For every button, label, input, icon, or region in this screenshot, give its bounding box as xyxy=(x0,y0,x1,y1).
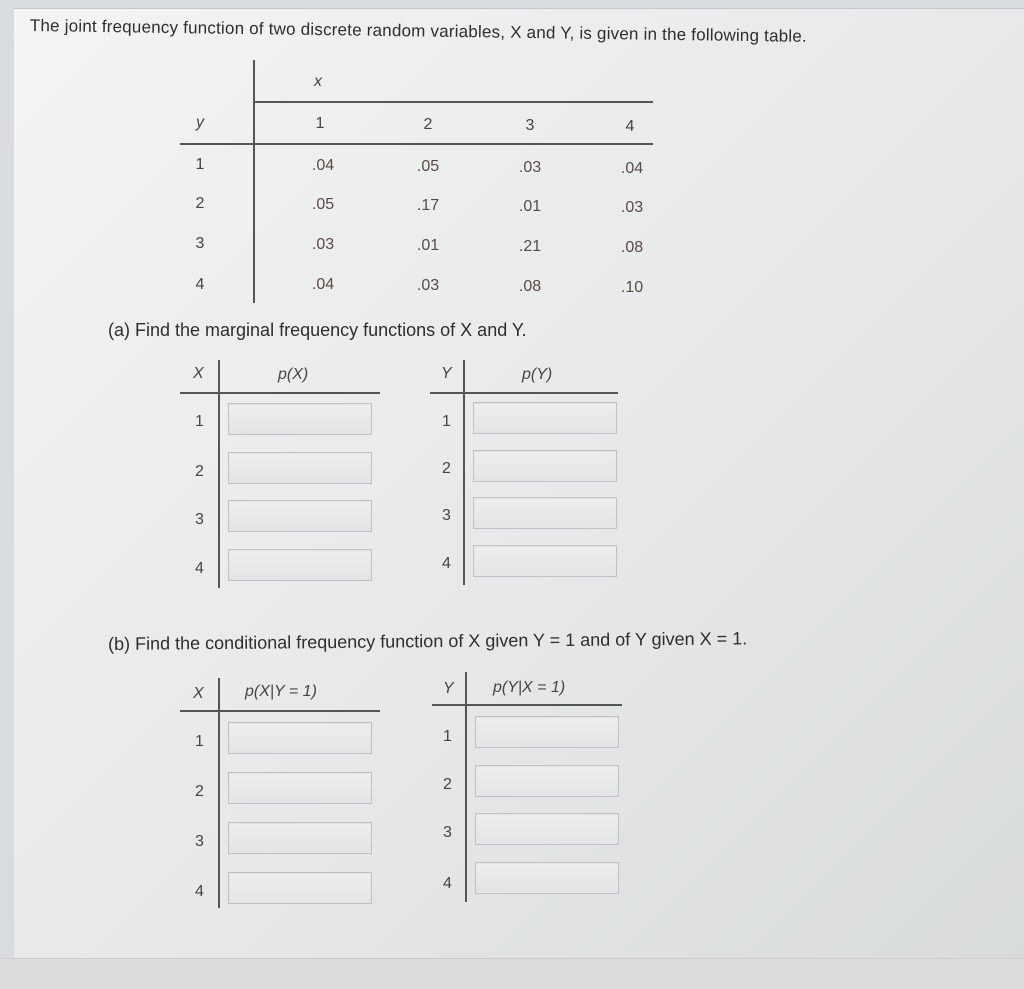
conditional-x-func-header: p(X|Y = 1) xyxy=(245,683,317,700)
table-cell: .03 xyxy=(620,199,644,216)
marginal-x-vertical-rule xyxy=(218,360,220,588)
x-value-1: 1 xyxy=(315,115,325,132)
conditional-x-row-1: 1 xyxy=(195,733,204,750)
marginal-x-header-rule xyxy=(180,392,380,394)
conditional-x-vertical-rule xyxy=(218,678,220,908)
conditional-x-row-4: 4 xyxy=(195,883,204,900)
marginal-x-row-1: 1 xyxy=(195,413,204,430)
p-y-given-x1-4-input[interactable] xyxy=(475,862,619,894)
table-cell: .21 xyxy=(518,238,542,255)
p-x-given-y1-1-input[interactable] xyxy=(228,722,372,754)
p-x-4-input[interactable] xyxy=(228,549,372,581)
table-cell: .03 xyxy=(518,159,542,176)
marginal-y-header-rule xyxy=(430,392,618,394)
table-cell: .04 xyxy=(620,160,644,177)
marginal-x-func-header: p(X) xyxy=(278,366,309,383)
conditional-y-row-4: 4 xyxy=(443,875,452,892)
table-cell: .17 xyxy=(416,197,440,214)
marginal-x-var-header: X xyxy=(193,365,204,382)
conditional-x-row-2: 2 xyxy=(195,783,204,800)
part-b-question: (b) Find the conditional frequency function of X given Y = 1 and of Y given X = 1. xyxy=(108,628,748,654)
marginal-y-row-4: 4 xyxy=(442,555,451,572)
conditional-x-var-header: X xyxy=(193,685,204,702)
p-y-given-x1-1-input[interactable] xyxy=(475,716,619,748)
p-x-3-input[interactable] xyxy=(228,500,372,532)
p-y-1-input[interactable] xyxy=(473,402,617,434)
p-x-1-input[interactable] xyxy=(228,403,372,435)
marginal-y-vertical-rule xyxy=(463,360,465,585)
p-y-2-input[interactable] xyxy=(473,450,617,482)
question-prompt: The joint frequency function of two discrete random variables, X and Y, is given in the following table. xyxy=(29,16,808,46)
conditional-y-func-header: p(Y|X = 1) xyxy=(493,679,566,696)
conditional-y-row-2: 2 xyxy=(443,776,452,793)
p-y-4-input[interactable] xyxy=(473,545,617,577)
p-y-given-x1-2-input[interactable] xyxy=(475,765,619,797)
p-x-given-y1-3-input[interactable] xyxy=(228,822,372,854)
table-cell: .01 xyxy=(518,198,542,215)
table-header-rule xyxy=(180,143,653,145)
table-cell: .01 xyxy=(416,237,440,254)
page-bottom-strip xyxy=(0,958,1024,989)
table-cell: .04 xyxy=(311,157,335,174)
marginal-y-var-header: Y xyxy=(441,365,452,382)
table-cell: .04 xyxy=(311,276,335,293)
table-cell: .08 xyxy=(518,278,542,295)
part-a-question: (a) Find the marginal frequency functions of X and Y. xyxy=(108,320,527,340)
x-value-3: 3 xyxy=(525,117,535,134)
p-y-given-x1-3-input[interactable] xyxy=(475,813,619,845)
marginal-x-row-4: 4 xyxy=(195,560,204,577)
table-cell: .03 xyxy=(311,236,335,253)
table-cell: .03 xyxy=(416,277,440,294)
conditional-y-header-rule xyxy=(432,704,622,706)
x-value-4: 4 xyxy=(625,118,635,135)
marginal-x-row-2: 2 xyxy=(195,463,204,480)
conditional-x-row-3: 3 xyxy=(195,833,204,850)
x-header: x xyxy=(314,73,322,90)
conditional-x-header-rule xyxy=(180,710,380,712)
table-cell: .05 xyxy=(311,196,335,213)
p-y-3-input[interactable] xyxy=(473,497,617,529)
p-x-given-y1-2-input[interactable] xyxy=(228,772,372,804)
table-cell: .08 xyxy=(620,239,644,256)
marginal-x-row-3: 3 xyxy=(195,511,204,528)
marginal-y-row-3: 3 xyxy=(442,507,451,524)
p-x-2-input[interactable] xyxy=(228,452,372,484)
x-value-2: 2 xyxy=(423,116,433,133)
y-value-2: 2 xyxy=(195,195,205,212)
marginal-y-func-header: p(Y) xyxy=(522,366,553,383)
conditional-y-row-3: 3 xyxy=(443,824,452,841)
table-x-header-rule xyxy=(253,101,653,103)
conditional-y-row-1: 1 xyxy=(443,728,452,745)
marginal-y-row-2: 2 xyxy=(442,460,451,477)
y-value-4: 4 xyxy=(195,276,205,293)
conditional-y-var-header: Y xyxy=(443,680,454,697)
table-cell: .10 xyxy=(620,279,644,296)
p-x-given-y1-4-input[interactable] xyxy=(228,872,372,904)
conditional-y-vertical-rule xyxy=(465,672,467,902)
y-value-1: 1 xyxy=(195,156,205,173)
y-value-3: 3 xyxy=(195,235,205,252)
table-cell: .05 xyxy=(416,158,440,175)
marginal-y-row-1: 1 xyxy=(442,413,451,430)
table-vertical-rule xyxy=(253,60,255,303)
y-header: y xyxy=(196,114,204,131)
